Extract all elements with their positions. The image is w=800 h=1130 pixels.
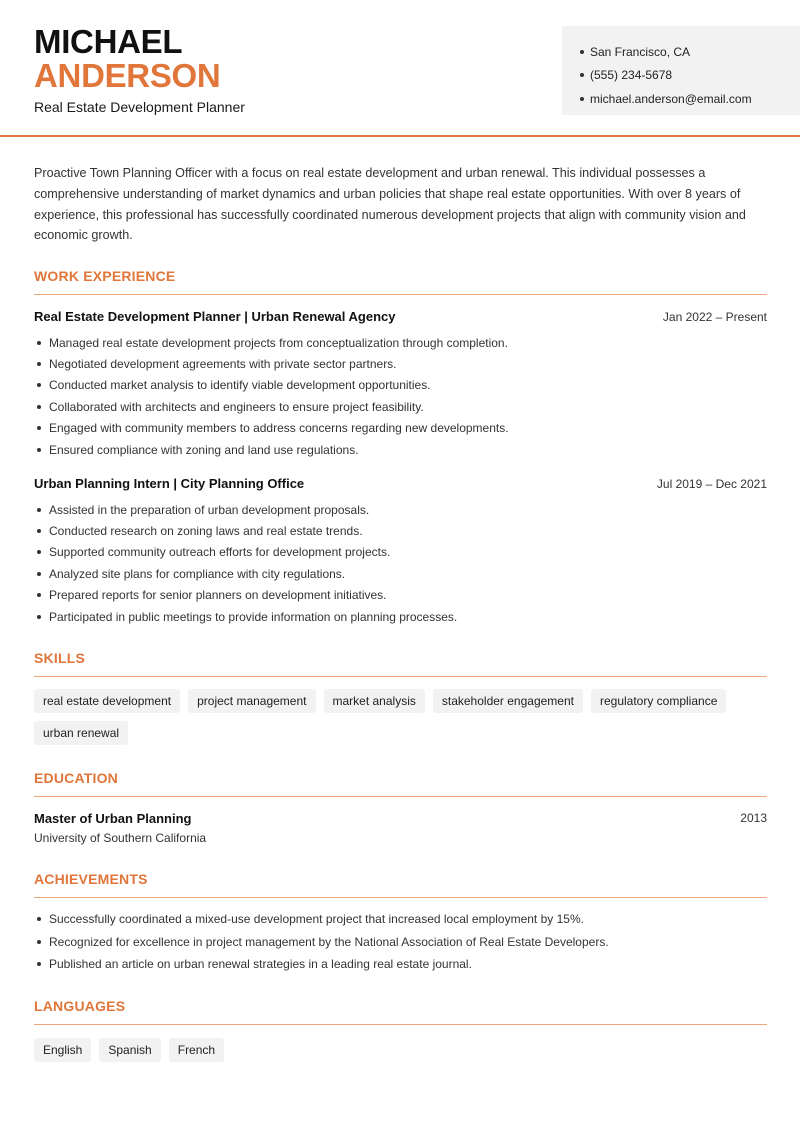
bullet-icon [37,341,41,345]
contact-email: michael.anderson@email.com [580,87,800,111]
list-item: Prepared reports for senior planners on development initiatives. [34,585,767,606]
skill-tag: urban renewal [34,721,128,745]
list-item: Published an article on urban renewal strategies in a leading real estate journal. [34,953,767,976]
bullet-icon [37,593,41,597]
list-item: Analyzed site plans for compliance with city regulations. [34,563,767,584]
section-divider [34,897,767,898]
bullet-icon [37,405,41,409]
education-degree: Master of Urban Planning [34,811,192,826]
list-item: Recognized for excellence in project management by the National Association of Real Estate Developers. [34,931,767,954]
list-item: Negotiated development agreements with private sector partners. [34,353,767,374]
bullet-icon [37,426,41,430]
section-divider [34,796,767,797]
section-divider [34,676,767,677]
list-item: Participated in public meetings to provide information on planning processes. [34,606,767,627]
list-item: Ensured compliance with zoning and land use regulations. [34,439,767,460]
contact-phone: (555) 234-5678 [580,64,800,88]
list-item: Engaged with community members to address concerns regarding new developments. [34,418,767,439]
language-tag: Spanish [99,1038,160,1062]
list-item: Assisted in the preparation of urban development proposals. [34,499,767,520]
list-item: Conducted research on zoning laws and real estate trends. [34,520,767,541]
achievement-bullets [34,908,767,976]
bullet-icon [37,572,41,576]
list-item: Supported community outreach efforts for development projects. [34,542,767,563]
skill-tag: project management [188,689,315,713]
contact-box [562,26,800,115]
education-school: University of Southern California [34,831,207,845]
section-title-work: WORK EXPERIENCE [34,268,176,284]
bullet-icon [37,362,41,366]
education-year: 2013 [740,811,767,825]
bullet-icon [37,940,41,944]
job-bullets [34,499,767,627]
bullet-icon [37,962,41,966]
job-role: Real Estate Development Planner | Urban Renewal Agency [34,309,396,324]
bullet-icon [37,508,41,512]
last-name: ANDERSON [34,57,221,94]
skill-tag: market analysis [324,689,425,713]
section-title-education: EDUCATION [34,770,118,786]
bullet-icon [37,550,41,554]
skill-tag: regulatory compliance [591,689,726,713]
education-row [34,811,767,826]
bullet-icon [580,97,584,101]
summary-paragraph: Proactive Town Planning Officer with a focus on real estate development and urban renewal. This individual possesses a comprehensive understanding of market dynamics and urban policies that shape real estate opportunities. With over 8 years of experience, this professional has successfully coordinated numerous development projects that align with community vision and economic growth. [34,166,746,243]
bullet-icon [37,448,41,452]
job-title: Real Estate Development Planner [34,99,245,115]
bullet-icon [37,383,41,387]
list-item: Successfully coordinated a mixed-use development project that increased local employment by 15%. [34,908,767,931]
job-role: Urban Planning Intern | City Planning Office [34,476,305,491]
skill-tag: stakeholder engagement [433,689,583,713]
section-title-skills: SKILLS [34,650,85,666]
language-tag: English [34,1038,91,1062]
first-name: MICHAEL [34,23,183,60]
section-title-achievements: ACHIEVEMENTS [34,871,148,887]
section-title-languages: LANGUAGES [34,998,126,1014]
bullet-icon [37,917,41,921]
section-divider [34,1024,767,1025]
skills-tags [34,689,767,745]
job-dates: Jan 2022 – Present [662,309,767,324]
resume-header [0,0,800,137]
language-tags [34,1038,767,1062]
contact-location: San Francisco, CA [580,40,800,64]
job-bullets [34,332,767,460]
section-divider [34,294,767,295]
list-item: Collaborated with architects and engineers to ensure project feasibility. [34,396,767,417]
language-tag: French [169,1038,224,1062]
job-header [34,476,767,491]
list-item: Managed real estate development projects from conceptualization through completion. [34,332,767,353]
skill-tag: real estate development [34,689,180,713]
bullet-icon [580,50,584,54]
list-item: Conducted market analysis to identify viable development opportunities. [34,375,767,396]
job-header [34,309,767,324]
bullet-icon [37,529,41,533]
job-dates: Jul 2019 – Dec 2021 [656,476,767,491]
candidate-name [34,25,220,92]
bullet-icon [580,73,584,77]
bullet-icon [37,615,41,619]
